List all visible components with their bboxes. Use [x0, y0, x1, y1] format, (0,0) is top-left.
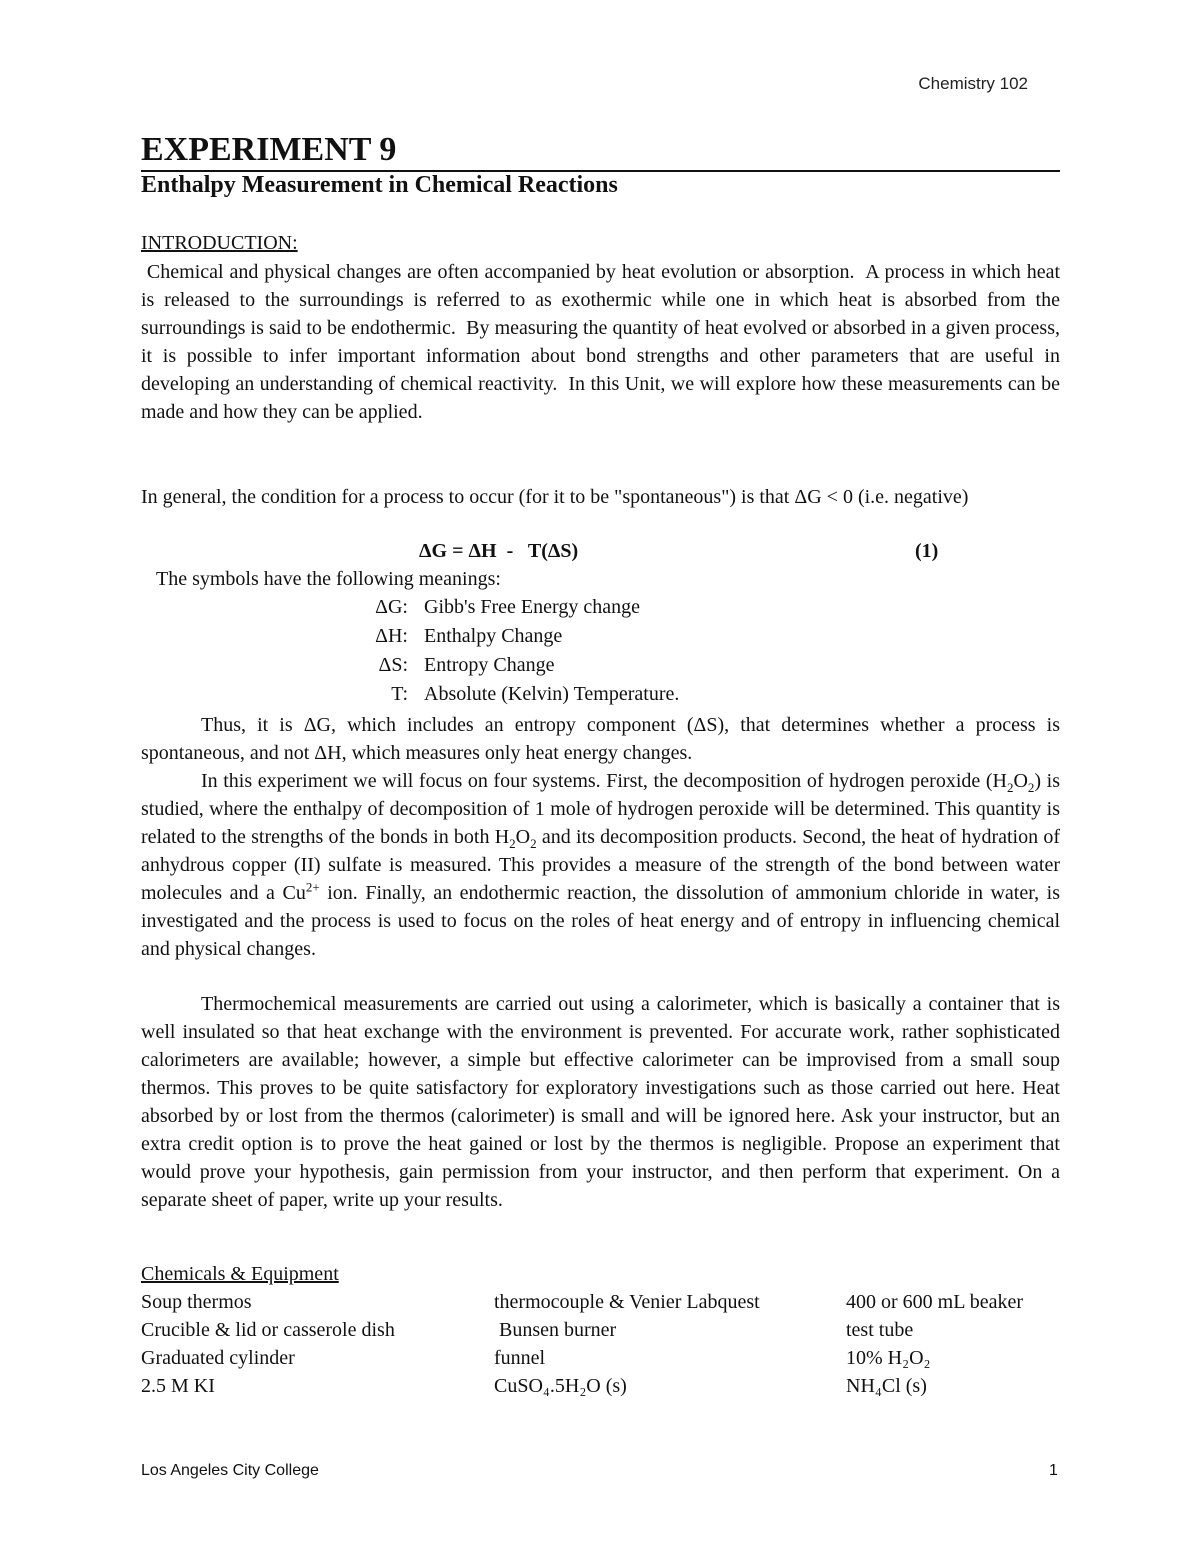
subscript: 2	[1006, 780, 1014, 795]
symbol: ΔG:	[375, 596, 408, 618]
paragraph-4-text: O	[515, 826, 531, 848]
symbol-meaning: Gibb's Free Energy change	[424, 596, 640, 618]
subscript: 2	[1027, 780, 1035, 795]
paragraph-4-text: In this experiment we will focus on four systems. First, the decomposition of hydrogen peroxide (H	[201, 770, 1007, 792]
symbol-meaning: Absolute (Kelvin) Temperature.	[424, 683, 680, 705]
chemical-item: test tube	[846, 1319, 914, 1341]
symbol: ΔS:	[378, 654, 408, 676]
symbol-row	[0, 683, 1200, 711]
paragraph-4-text: and its decomposition products. Second, the heat of hydration of anhydrous copper (II) sulfate is measured. This provides a measure of the strength of the bond between water molecules and a Cu	[141, 826, 1060, 904]
symbol-row	[0, 654, 1200, 682]
chemical-item: 400 or 600 mL beaker	[846, 1291, 1023, 1313]
symbol-row	[0, 625, 1200, 653]
equation-formula: ΔG = ΔH - T(ΔS)	[419, 540, 579, 562]
paragraph-4	[141, 767, 1060, 963]
chemical-item: Bunsen burner	[494, 1319, 617, 1341]
intro-heading: INTRODUCTION:	[141, 232, 298, 254]
chemical-item: CuSO₄.5H₂O (s)	[494, 1375, 627, 1397]
paragraph-3: Thus, it is ΔG, which includes an entropy component (ΔS), that determines whether a process is spontaneous, and not ΔH, which measures only heat energy changes.	[141, 714, 1060, 764]
symbol-row	[0, 596, 1200, 624]
paragraph-4-text: ion. Finally, an endothermic reaction, the dissolution of ammonium chloride in water, is investigated and the process is used to focus on the roles of heat energy and of entropy in influencing chemical and physical changes.	[141, 882, 1060, 960]
symbol-meaning: Entropy Change	[424, 654, 555, 676]
symbol: T:	[391, 683, 408, 705]
chemical-item: funnel	[494, 1347, 546, 1369]
chemicals-row	[141, 1319, 1060, 1347]
chemical-item: Soup thermos	[141, 1291, 252, 1313]
experiment-title: EXPERIMENT 9	[141, 130, 1060, 172]
intro-paragraph-1: Chemical and physical changes are often accompanied by heat evolution or absorption. A process in which heat is released to the surroundings is referred to as exothermic while one in which heat is absorbed from the surroundings is said to be endothermic. By measuring the quantity of heat evolved or absorbed in a given process, it is possible to infer important information about bond strengths and other parameters that are useful in developing an understanding of chemical reactivity. In this Unit, we will explore how these measurements can be made and how they can be applied.	[141, 261, 1066, 423]
equation-number: (1)	[915, 540, 939, 562]
subscript: 2	[509, 836, 516, 851]
chemicals-row	[141, 1375, 1060, 1403]
chemicals-row	[141, 1291, 1060, 1319]
chemical-item: Graduated cylinder	[141, 1347, 295, 1369]
chemicals-heading: Chemicals & Equipment	[141, 1263, 339, 1285]
chemical-item: 2.5 M KI	[141, 1375, 215, 1397]
paragraph-4-text: ) is studied, where the enthalpy of decomposition of 1 mole of hydrogen peroxide will be determined. This quantity is related to the strengths of the bonds in both H	[141, 770, 1060, 848]
symbols-intro: The symbols have the following meanings:	[156, 568, 501, 590]
course-header: Chemistry 102	[918, 74, 1028, 93]
chemicals-row	[141, 1347, 1060, 1375]
chemical-item: Crucible & lid or casserole dish	[141, 1319, 395, 1341]
symbol: ΔH:	[375, 625, 408, 647]
superscript: 2+	[305, 879, 320, 895]
chemical-item: thermocouple & Venier Labquest	[494, 1291, 760, 1313]
subscript: 2	[530, 836, 537, 851]
experiment-subtitle: Enthalpy Measurement in Chemical Reactions	[141, 172, 618, 198]
footer-page-number: 1	[1049, 1462, 1058, 1479]
footer-college: Los Angeles City College	[141, 1462, 319, 1479]
intro-paragraph-2: In general, the condition for a process to occur (for it to be "spontaneous") is that ΔG < 0 (i.e. negative)	[141, 486, 969, 508]
symbol-meaning: Enthalpy Change	[424, 625, 563, 647]
paragraph-4-text: O	[1013, 770, 1028, 792]
chemical-item: 10% H₂O₂	[846, 1347, 931, 1369]
paragraph-5: Thermochemical measurements are carried out using a calorimeter, which is basically a container that is well insulated so that heat exchange with the environment is prevented. For accurate work, rather sophisticated calorimeters are available; however, a simple but effective calorimeter can be improvised from a small soup thermos. This proves to be quite satisfactory for exploratory investigations such as those carried out here. Heat absorbed by or lost from the thermos (calorimeter) is small and will be ignored here. Ask your instructor, but an extra credit option is to prove the heat gained or lost by the thermos is negligible. Propose an experiment that would prove your hypothesis, gain permission from your instructor, and then perform that experiment. On a separate sheet of paper, write up your results.	[141, 993, 1060, 1211]
chemical-item: NH₄Cl (s)	[846, 1375, 927, 1397]
